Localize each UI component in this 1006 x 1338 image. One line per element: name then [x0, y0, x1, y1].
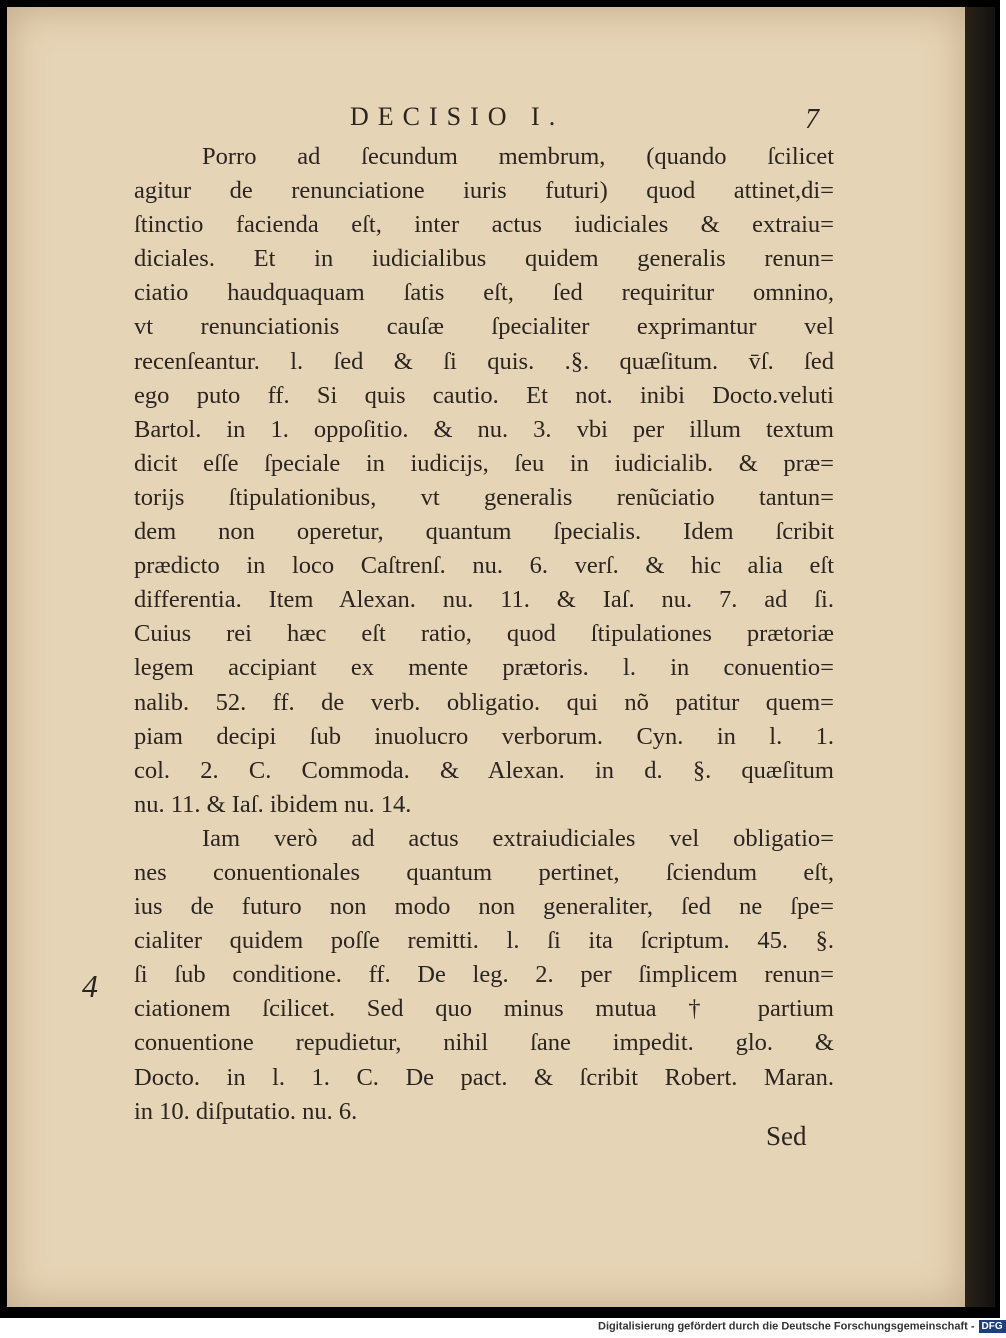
text-line: in 10. diſputatio. nu. 6.	[134, 1097, 358, 1125]
text-line: conuentione repudietur, nihil ſane impedit. glo. &	[134, 1029, 834, 1057]
text-line: col. 2. C. Commoda. & Alexan. in d. §. quæſitum	[134, 756, 834, 784]
text-line: dem non operetur, quantum ſpecialis. Idem ſcribit	[134, 518, 834, 546]
text-line: recenſeantur. l. ſed & ſi quis. .§. quæſitum. v̄ſ. ſed	[134, 347, 834, 375]
text-line: nalib. 52. ff. de verb. obligatio. qui nõ patitur quem=	[134, 688, 834, 716]
text-line: dicit eſſe ſpeciale in iudicijs, ſeu in iudicialib. & præ=	[134, 449, 834, 477]
text-line: ius de futuro non modo non generaliter, ſed ne ſpe=	[134, 893, 834, 921]
text-line: Bartol. in 1. oppoſitio. & nu. 3. vbi per illum textum	[134, 415, 834, 443]
running-head: DECISIO I.	[350, 102, 565, 131]
page-number: 7	[805, 104, 819, 135]
catchword: Sed	[766, 1121, 807, 1151]
margin-note: 4	[82, 968, 98, 1004]
text-line: ſi ſub conditione. ff. De leg. 2. per ſimplicem renun=	[134, 961, 834, 989]
text-line: Cuius rei hæc eſt ratio, quod ſtipulationes prætoriæ	[134, 620, 834, 648]
page-edge	[965, 7, 995, 1307]
text-line: prædicto in loco Caſtrenſ. nu. 6. verſ. & hic alia eſt	[134, 552, 834, 580]
text-line: torijs ſtipulationibus, vt generalis renũciatio tantun=	[134, 483, 834, 511]
text-line: Porro ad ſecundum membrum, (quando ſcilicet	[202, 143, 834, 170]
text-line: agitur de renunciatione iuris futuri) quod attinet,di=	[134, 177, 834, 205]
text-line: cialiter quidem poſſe remitti. l. ſi ita ſcriptum. 45. §.	[134, 927, 834, 955]
footer-credit	[598, 1320, 1006, 1333]
text-line: ſtinctio facienda eſt, inter actus iudiciales & extraiu=	[134, 211, 834, 239]
text-line: piam decipi ſub inuolucro verborum. Cyn. in l. 1.	[134, 722, 834, 750]
text-line: ego puto ff. Si quis cautio. Et not. inibi Docto.veluti	[134, 381, 834, 409]
text-line: Docto. in l. 1. C. De pact. & ſcribit Robert. Maran.	[134, 1063, 834, 1091]
text-line: Iam verò ad actus extraiudiciales vel obligatio=	[202, 824, 834, 852]
dfg-logo-icon: DFG	[979, 1320, 1006, 1333]
text-line: ciationem ſcilicet. Sed quo minus mutua † partium	[134, 995, 834, 1023]
text-line: nu. 11. & Iaſ. ibidem nu. 14.	[134, 790, 412, 818]
body-text	[134, 140, 834, 1129]
text-line: ciatio haudquaquam ſatis eſt, ſed requiritur omnino,	[134, 279, 834, 307]
footer-text: Digitalisierung gefördert durch die Deutsche Forschungsgemeinschaft -	[598, 1320, 975, 1333]
text-line: legem accipiant ex mente prætoris. l. in conuentio=	[134, 654, 834, 682]
text-line: differentia. Item Alexan. nu. 11. & Iaſ. nu. 7. ad ſi.	[134, 586, 834, 614]
text-line: vt renunciationis cauſæ ſpecialiter exprimantur vel	[134, 313, 834, 341]
text-line: diciales. Et in iudicialibus quidem generalis renun=	[134, 245, 834, 273]
text-line: nes conuentionales quantum pertinet, ſciendum eſt,	[134, 858, 834, 886]
